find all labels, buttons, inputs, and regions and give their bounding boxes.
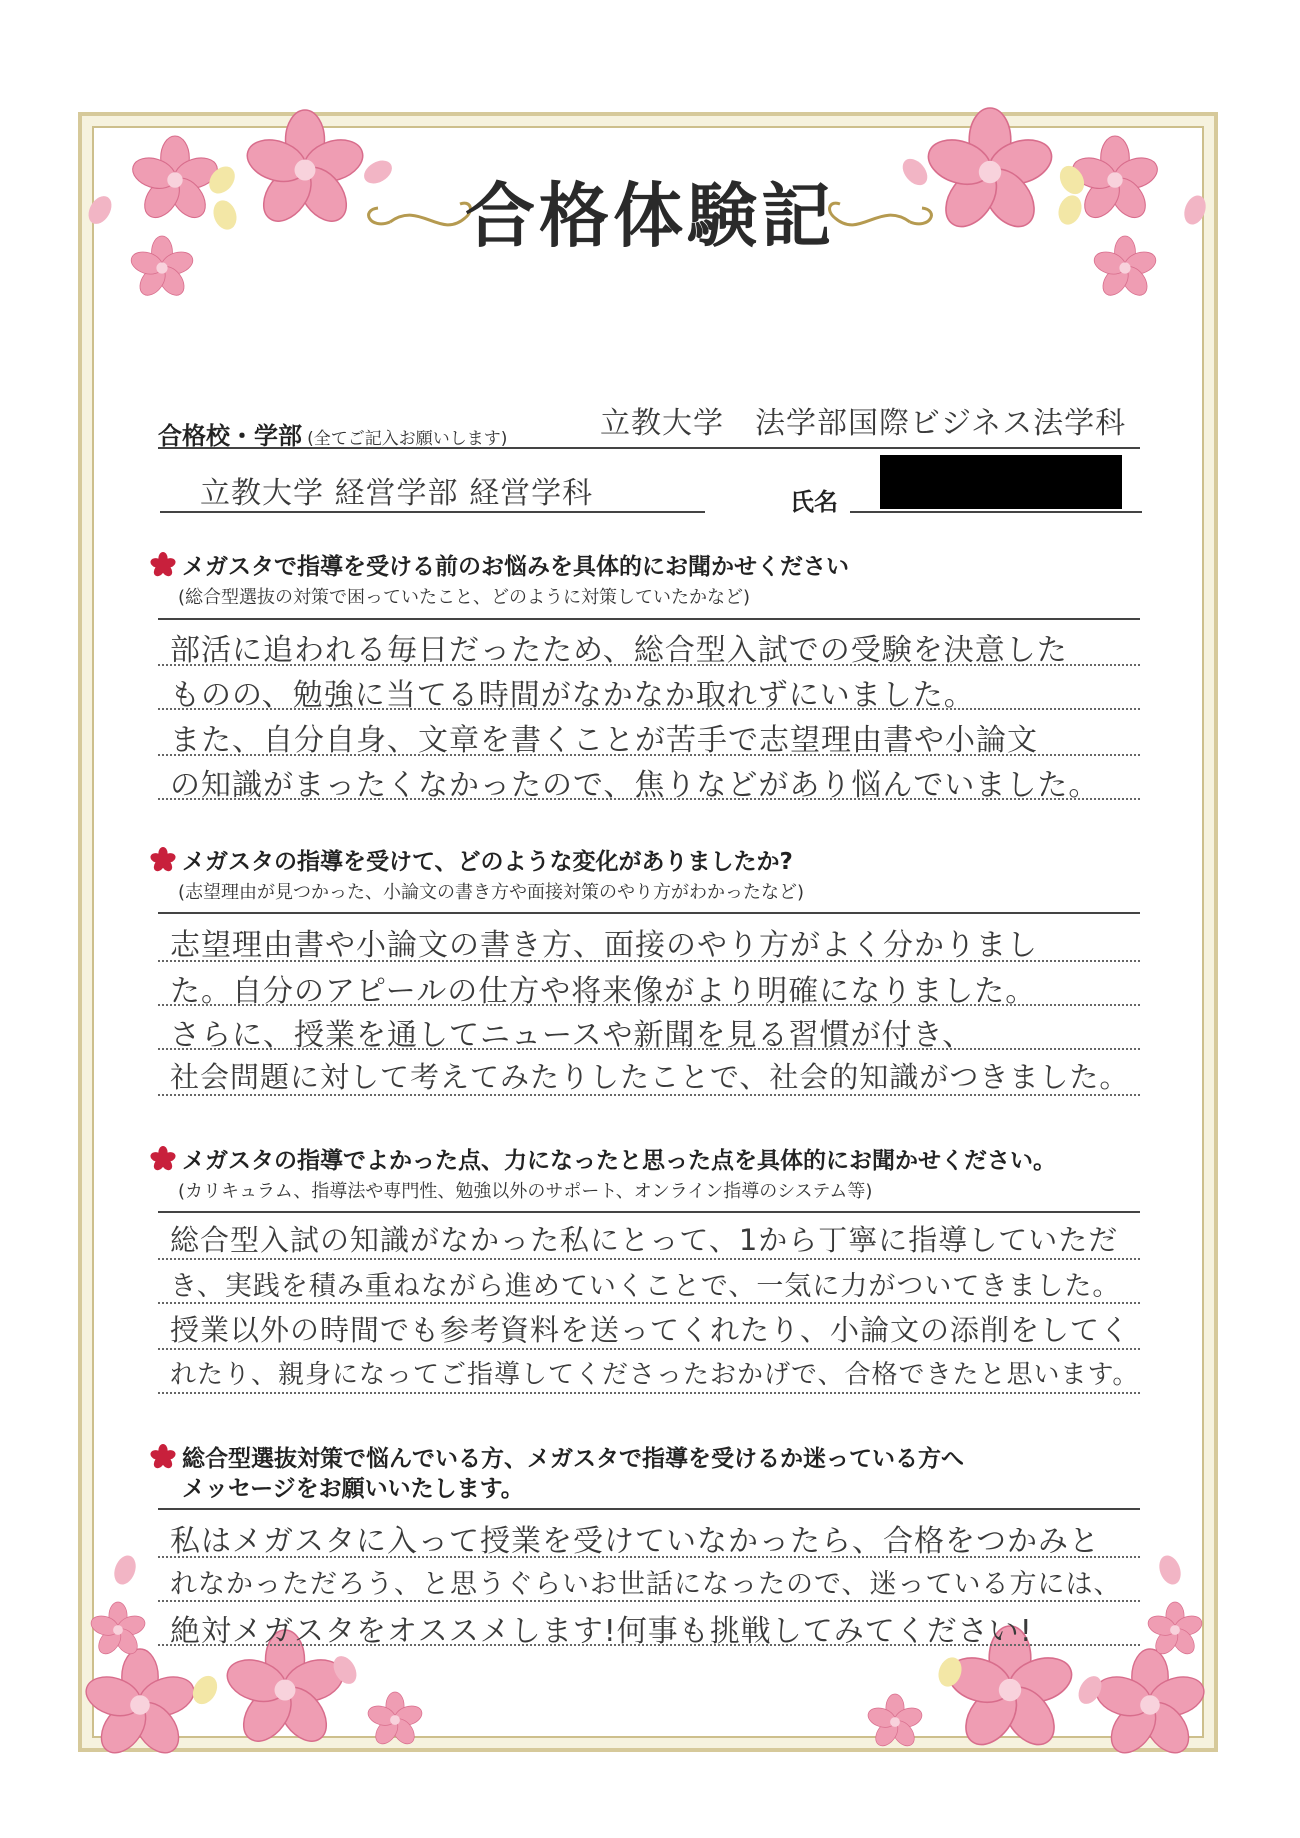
answer-rule	[158, 708, 1140, 710]
page-title: 合格体験記	[465, 174, 835, 257]
name-line	[850, 511, 1142, 513]
answer-4-line-2: れなかっただろう、と思うぐらいお世話になったので、迷っている方には、	[170, 1569, 1122, 1600]
answer-3-line-1: 総合型入試の知識がなかった私にとって、1から丁寧に指導していただ	[170, 1223, 1119, 1257]
question-3-subtitle: (カリキュラム、指導法や専門性、勉強以外のサポート、オンライン指導のシステム等)	[178, 1181, 873, 1202]
answer-3-top-line	[158, 1211, 1140, 1213]
name-label: 氏名	[790, 488, 838, 516]
sakura-bullet-icon	[150, 1146, 176, 1172]
question-3-title	[150, 1142, 1056, 1175]
school-entry-2: 立教大学 経営学部 経営学科	[200, 476, 594, 511]
question-2-title	[150, 843, 793, 876]
answer-4-line-3: 絶対メガスタをオススメします!何事も挑戦してみてください!	[170, 1614, 1033, 1649]
answer-2-top-line	[158, 912, 1140, 914]
answer-3-line-2: き、実践を積み重ねながら進めていくことで、一気に力がついてきました。	[170, 1271, 1121, 1302]
question-1-title-text: メガスタで指導を受ける前のお悩みを具体的にお聞かせください	[182, 554, 849, 580]
answer-3-line-4: れたり、親身になってご指導してくださったおかげで、合格できたと思います。	[170, 1360, 1140, 1390]
answer-rule	[158, 664, 1140, 666]
answer-rule	[158, 1348, 1140, 1350]
answer-rule	[158, 1258, 1140, 1260]
answer-4-line-1: 私はメガスタに入って授業を受けていなかったら、合格をつかみと	[170, 1524, 1100, 1559]
answer-4-top-line	[158, 1508, 1140, 1510]
school-note: (全てご記入お願いします)	[307, 429, 508, 449]
answer-rule	[158, 1644, 1140, 1646]
answer-2-line-2: た。自分のアピールの仕方や将来像がより明確になりました。	[170, 974, 1037, 1009]
question-4-title-line-2: メッセージをお願いいたします。	[182, 1476, 524, 1502]
school-line-1	[158, 447, 1140, 449]
answer-1-line-4: の知識がまったくなかったので、焦りなどがあり悩んでいました。	[170, 768, 1100, 803]
answer-1-top-line	[158, 618, 1140, 620]
answer-rule	[158, 1048, 1140, 1050]
question-3-title-text: メガスタの指導でよかった点、力になったと思った点を具体的にお聞かせください。	[182, 1148, 1056, 1174]
school-label: 合格校・学部	[158, 422, 302, 450]
answer-rule	[158, 1302, 1140, 1304]
question-4-title-text: 総合型選抜対策で悩んでいる方、メガスタで指導を受けるか迷っている方へ	[182, 1446, 964, 1472]
answer-rule	[158, 1556, 1140, 1558]
school-line-2	[160, 511, 705, 513]
question-1-subtitle: (総合型選抜の対策で困っていたこと、どのように対策していたかなど)	[178, 587, 751, 608]
answer-rule	[158, 1600, 1140, 1602]
answer-2-line-3: さらに、授業を通してニュースや新聞を見る習慣が付き、	[170, 1018, 974, 1053]
answer-2-line-1: 志望理由書や小論文の書き方、面接のやり方がよく分かりまし	[170, 928, 1038, 963]
answer-rule	[158, 754, 1140, 756]
answer-2-line-4: 社会問題に対して考えてみたりしたことで、社会的知識がつきました。	[170, 1060, 1130, 1094]
question-4-title	[150, 1440, 964, 1473]
sakura-bullet-icon	[150, 552, 176, 578]
answer-1-line-1: 部活に追われる毎日だったため、総合型入試での受験を決意した	[170, 633, 1068, 668]
sakura-bullet-icon	[150, 1444, 176, 1470]
answer-1-line-3: また、自分自身、文章を書くことが苦手で志望理由書や小論文	[170, 723, 1038, 758]
answer-rule	[158, 1094, 1140, 1096]
answer-rule	[158, 960, 1140, 962]
answer-rule	[158, 798, 1140, 800]
answer-3-line-3: 授業以外の時間でも参考資料を送ってくれたり、小論文の添削をしてく	[170, 1313, 1131, 1347]
question-2-subtitle: (志望理由が見つかった、小論文の書き方や面接対策のやり方がわかったなど)	[178, 882, 805, 903]
name-redaction	[880, 455, 1122, 509]
question-1-title	[150, 548, 849, 581]
school-entry-1: 立教大学 法学部国際ビジネス法学科	[600, 406, 1127, 441]
sakura-bullet-icon	[150, 847, 176, 873]
answer-1-line-2: ものの、勉強に当てる時間がなかなか取れずにいました。	[170, 678, 975, 713]
answer-rule	[158, 1004, 1140, 1006]
question-2-title-text: メガスタの指導を受けて、どのような変化がありましたか?	[182, 849, 793, 875]
answer-rule	[158, 1392, 1140, 1394]
school-label-block	[158, 416, 507, 451]
